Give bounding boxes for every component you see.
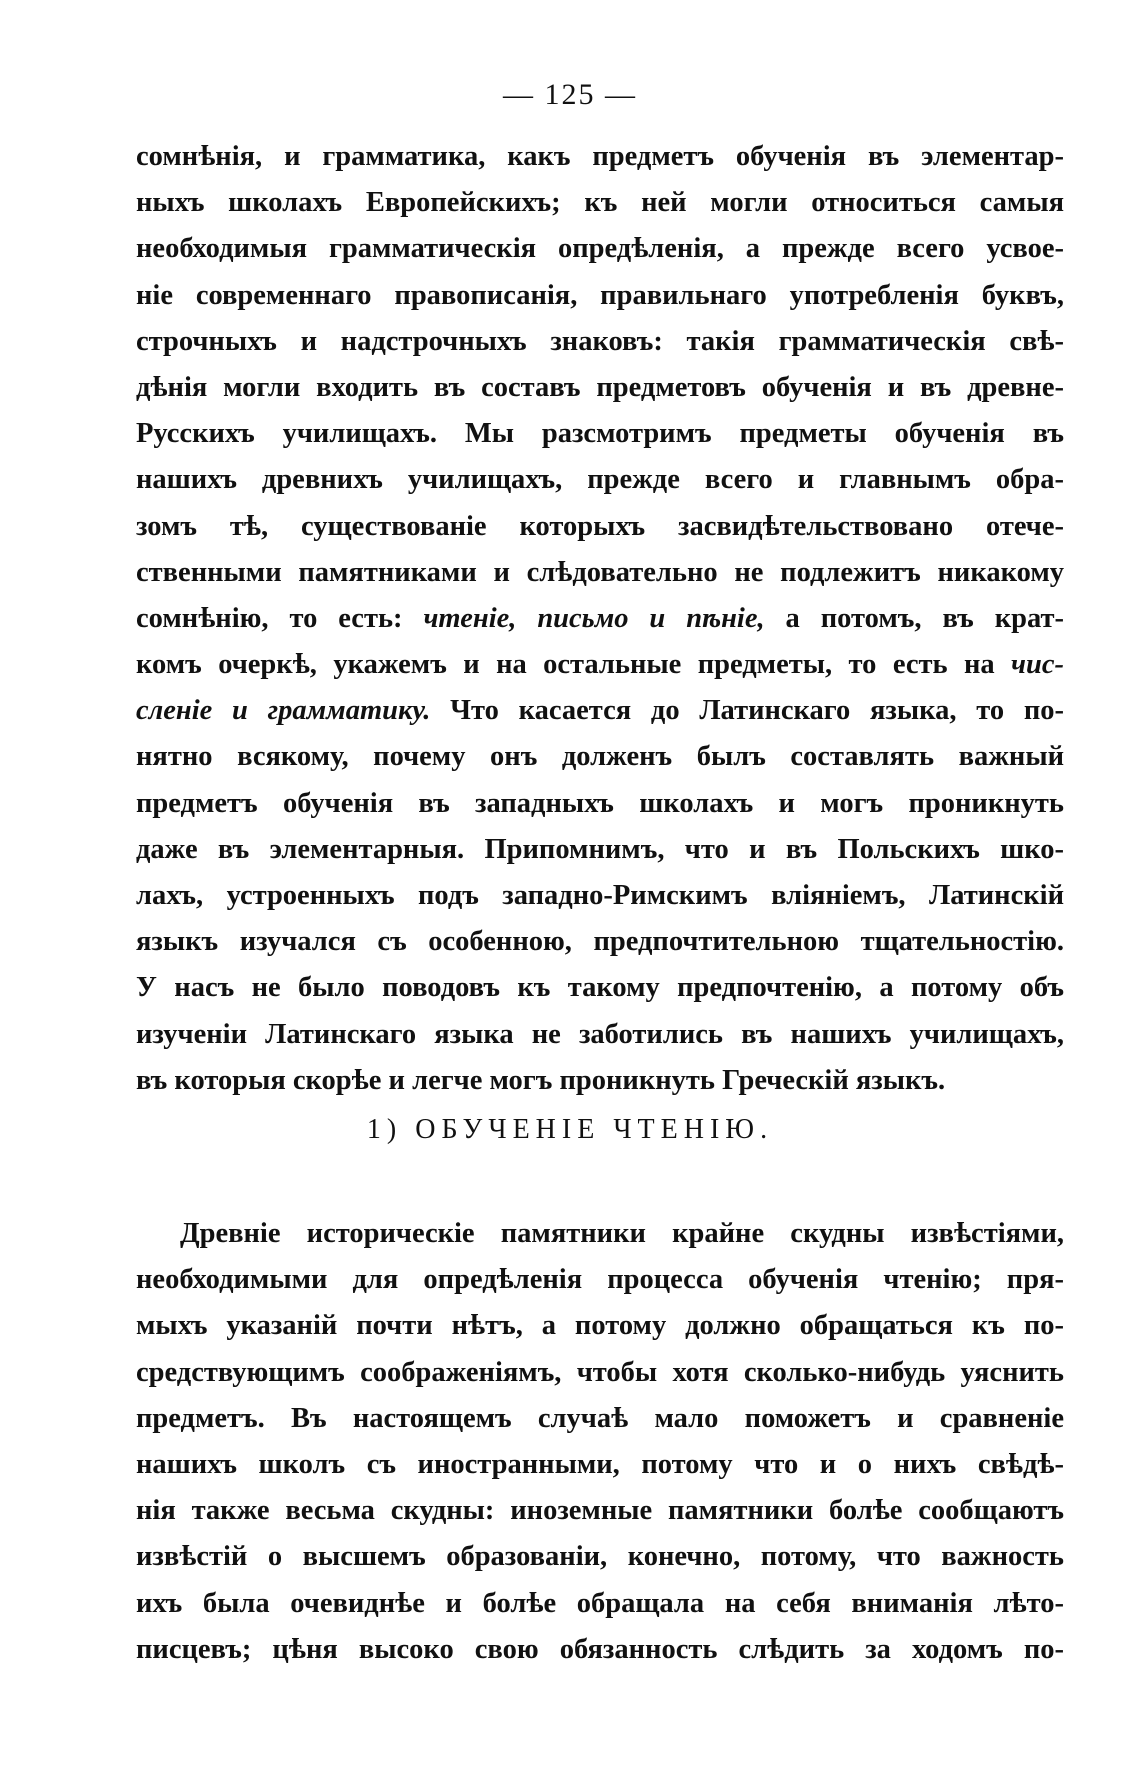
text-line: нашихъ школъ съ иностранными, потому что и о нихъ свѣдѣ- bbox=[136, 1448, 1064, 1480]
text-line-mixed bbox=[136, 688, 1064, 734]
text-line: ныхъ школахъ Европейскихъ; къ ней могли относиться самыя bbox=[136, 187, 1064, 219]
text-line: ственными памятниками и слѣдовательно не подлежитъ никакому bbox=[136, 556, 1064, 588]
text-line: нятно всякому, почему онъ долженъ былъ составлять важный bbox=[136, 741, 1064, 773]
text-line: необходимыя грамматическія опредѣленія, а прежде всего усвое- bbox=[136, 233, 1064, 265]
section-heading: 1) ОБУЧЕНІЕ ЧТЕНІЮ. bbox=[366, 1114, 774, 1145]
text-line: ихъ была очевиднѣе и болѣе обращала на себя вниманія лѣто- bbox=[136, 1587, 1064, 1619]
text-line: Русскихъ училищахъ. Мы разсмотримъ предметы обученія въ bbox=[136, 418, 1064, 450]
text-line: У насъ не было поводовъ къ такому предпочтенію, а потому объ bbox=[136, 972, 1064, 1004]
text-line: нія также весьма скудны: иноземные памятники болѣе сообщаютъ bbox=[136, 1495, 1064, 1527]
text-line: въ которыя скорѣе и легче могъ проникнуть Греческій языкъ. bbox=[136, 1064, 946, 1096]
page-number: — 125 — bbox=[503, 78, 637, 111]
paragraph-2 bbox=[136, 1211, 1064, 1673]
italic-run: сленіе и грамматику. bbox=[136, 695, 431, 727]
text-line: необходимыми для опредѣленія процесса обученія чтенію; пря- bbox=[136, 1264, 1064, 1296]
text-line: языкъ изучался съ особенною, предпочтительною тщательностію. bbox=[136, 926, 1064, 958]
text-run: Что касается до Латинскаго языка, то по- bbox=[430, 695, 1064, 727]
text-line: нашихъ древнихъ училищахъ, прежде всего и главнымъ обра- bbox=[136, 464, 1064, 496]
text-line: ніе современнаго правописанія, правильнаго употребленія буквъ, bbox=[136, 279, 1064, 311]
text-line: предметъ. Въ настоящемъ случаѣ мало поможетъ и сравненіе bbox=[136, 1402, 1064, 1434]
text-line: даже въ элементарныя. Припомнимъ, что и въ Польскихъ шко- bbox=[136, 833, 1064, 865]
text-line-mixed bbox=[136, 596, 1064, 642]
text-line: лахъ, устроенныхъ подъ западно-Римскимъ вліяніемъ, Латинскій bbox=[136, 880, 1064, 911]
text-line: сомнѣнія, и грамматика, какъ предметъ обученія въ элементар- bbox=[136, 141, 1064, 172]
text-run: комъ очеркѣ, укажемъ и на остальные предметы, то есть на bbox=[136, 649, 1012, 681]
text-line: писцевъ; цѣня высоко свою обязанность слѣдить за ходомъ по- bbox=[136, 1633, 1064, 1665]
text-line: Древніе историческіе памятники крайне скудны извѣстіями, bbox=[180, 1218, 1064, 1249]
text-line: извѣстій о высшемъ образованіи, конечно, потому, что важность bbox=[136, 1541, 1064, 1573]
text-line-mixed bbox=[136, 642, 1064, 688]
text-line: мыхъ указаній почти нѣтъ, а потому должно обращаться къ по- bbox=[136, 1310, 1064, 1342]
text-line: средствующимъ соображеніямъ, чтобы хотя сколько-нибудь уяснить bbox=[136, 1356, 1064, 1388]
text-line: изученіи Латинскаго языка не заботились въ нашихъ училищахъ, bbox=[136, 1018, 1064, 1050]
text-line: предметъ обученія въ западныхъ школахъ и могъ проникнуть bbox=[136, 787, 1064, 819]
text-line: дѣнія могли входить въ составъ предметовъ обученія и въ древне- bbox=[136, 371, 1064, 403]
italic-run: чис- bbox=[1011, 649, 1064, 681]
paragraph-1 bbox=[136, 134, 1064, 1104]
italic-run: чтеніе, письмо и пѣніе, bbox=[423, 602, 765, 634]
text-line: зомъ тѣ, существованіе которыхъ засвидѣтельствовано отече- bbox=[136, 510, 1064, 542]
text-run: сомнѣнію, то есть: bbox=[136, 602, 424, 634]
text-run: а потомъ, въ крат- bbox=[764, 602, 1064, 634]
text-line: строчныхъ и надстрочныхъ знаковъ: такія грамматическія свѣ- bbox=[136, 325, 1064, 357]
